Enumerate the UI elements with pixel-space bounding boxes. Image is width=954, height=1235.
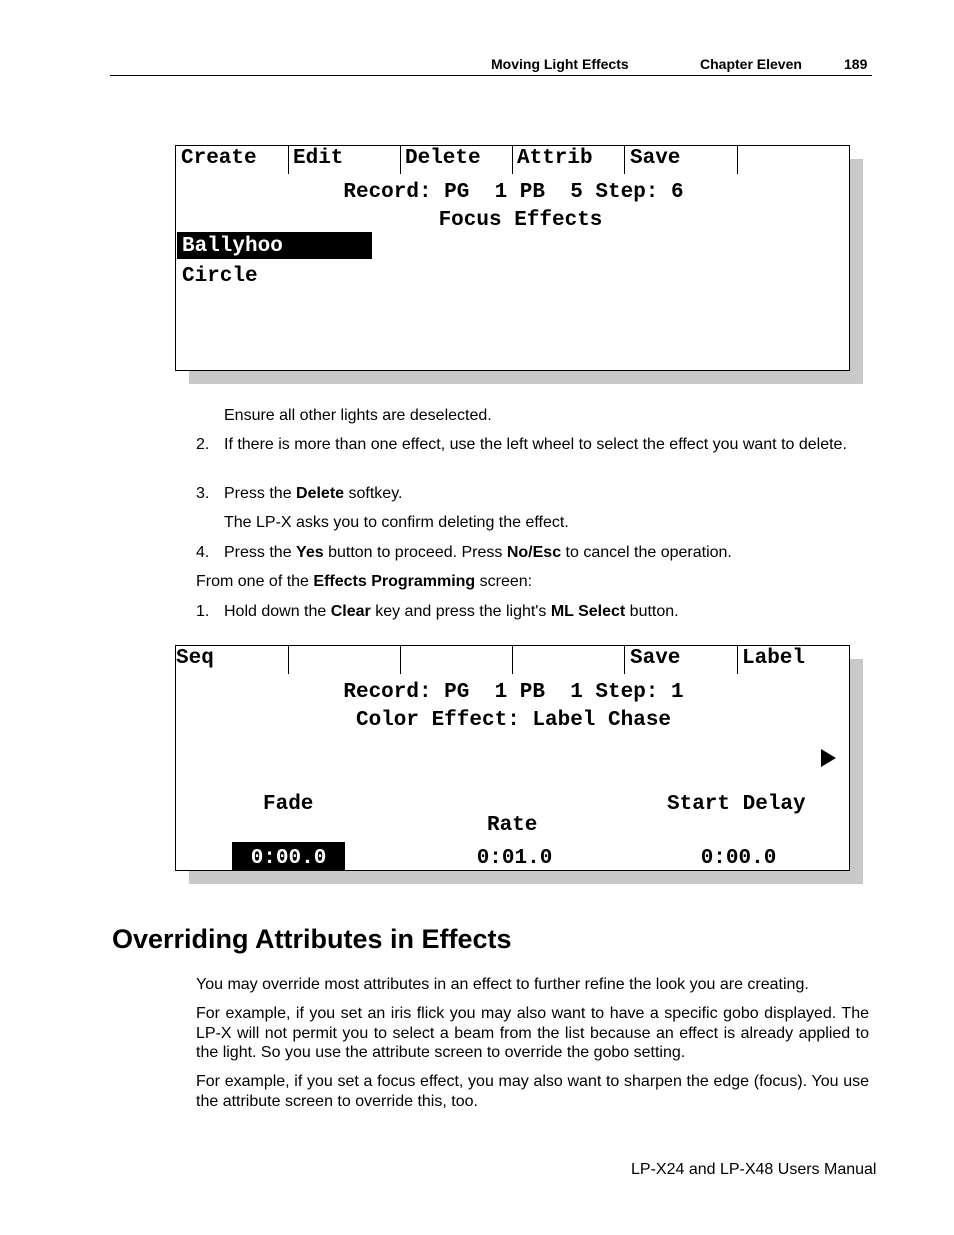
softkey-edit[interactable]: Edit [288, 146, 401, 174]
screen1-record-line: Record: PG 1 PB 5 Step: 6 [343, 181, 684, 204]
softkey-create[interactable]: Create [176, 146, 289, 174]
softkey-blank[interactable] [400, 646, 513, 674]
screen-focus-effects [175, 145, 850, 371]
confirm-note: The LP-X asks you to confirm deleting the effect. [224, 514, 569, 531]
footer-manual-title: LP-X24 and LP-X48 Users Manual [631, 1161, 877, 1178]
deselect-note: Ensure all other lights are deselected. [224, 407, 492, 424]
delete-softkey-ref: Delete [296, 485, 345, 502]
ml-select-ref: ML Select [550, 603, 626, 620]
running-header-chapter: Chapter Eleven [700, 56, 802, 72]
softkey-blank[interactable] [288, 646, 401, 674]
paragraph: For example, if you set a focus effect, you may also want to sharpen the edge (focus). You use the attribute screen to override this, too. [196, 1073, 869, 1110]
header-rule [110, 75, 872, 76]
softkey-attrib[interactable]: Attrib [512, 146, 625, 174]
softkey-blank[interactable] [512, 646, 625, 674]
clear-key-ref: Clear [330, 603, 371, 620]
yes-button-ref: Yes [296, 544, 324, 561]
softkey-blank[interactable] [737, 146, 850, 174]
paragraph: You may override most attributes in an effect to further refine the look you are creating. [196, 976, 809, 993]
softkey-save[interactable]: Save [625, 146, 738, 174]
screen1-title: Focus Effects [438, 209, 603, 232]
right-triangle-icon[interactable] [821, 749, 836, 767]
step-number: 2. [196, 436, 210, 453]
softkey-label[interactable]: Label [742, 647, 806, 670]
rate-label: Rate [487, 814, 538, 837]
fade-value-field[interactable]: 0:00.0 [232, 842, 345, 871]
start-delay-value-field[interactable]: 0:00.0 [700, 847, 777, 870]
page-number: 189 [844, 56, 868, 72]
start-delay-label: Start Delay [667, 793, 806, 816]
running-header-section: Moving Light Effects [491, 56, 629, 72]
softkey-save[interactable]: Save [625, 646, 738, 674]
effect-list-item[interactable]: Circle [182, 265, 258, 288]
step-number: 4. [196, 544, 210, 561]
screen-color-effect [175, 645, 850, 871]
step-number: 3. [196, 485, 210, 502]
from-screen-text: From one of the Effects Programming screen: [196, 573, 533, 590]
step-text: Hold down the Clear key and press the light's ML Select button. [224, 603, 679, 620]
softkey-seq[interactable]: Seq [176, 646, 289, 674]
softkey-delete[interactable]: Delete [400, 146, 513, 174]
screen2-title: Color Effect: Label Chase [355, 709, 672, 732]
effects-programming-ref: Effects Programming [313, 573, 476, 590]
effect-list-item-selected[interactable]: Ballyhoo [177, 232, 372, 259]
screen2-record-line: Record: PG 1 PB 1 Step: 1 [343, 681, 684, 704]
paragraph: For example, if you set an iris flick you may also want to have a specific gobo displayed. The LP-X will not permit you to select a beam from the list because an effect is already applied to the light. So you use the attribute screen to override the gobo setting. [196, 1005, 869, 1061]
rate-value-field[interactable]: 0:01.0 [476, 847, 553, 870]
fade-label: Fade [263, 793, 314, 816]
step-text: Press the Yes button to proceed. Press No/Esc to cancel the operation. [224, 544, 732, 561]
step-text: Press the Delete softkey. [224, 485, 403, 502]
step-number: 1. [196, 603, 210, 620]
section-heading: Overriding Attributes in Effects [112, 924, 512, 954]
step-text: If there is more than one effect, use the left wheel to select the effect you want to delete. [224, 436, 847, 453]
no-esc-button-ref: No/Esc [506, 544, 562, 561]
